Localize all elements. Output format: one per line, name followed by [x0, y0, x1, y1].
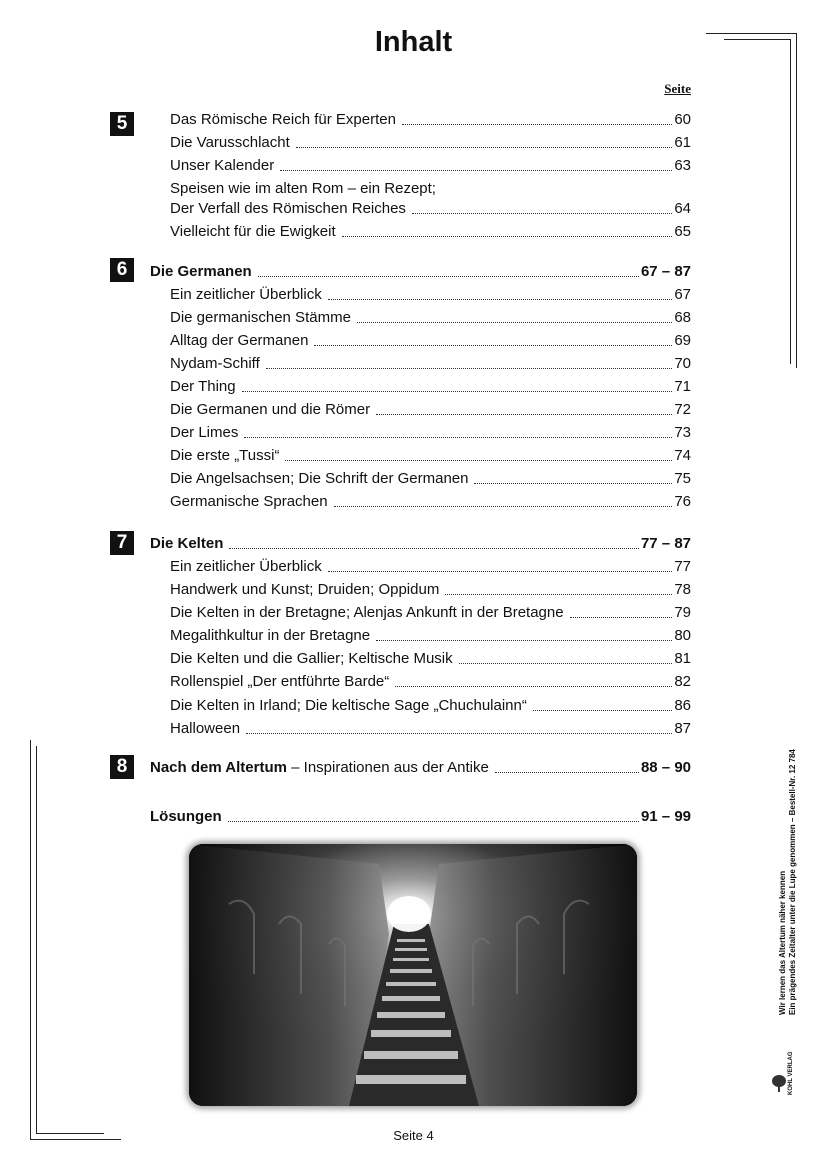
toc-entry-title: Handwerk und Kunst; Druiden; Oppidum [170, 581, 440, 598]
dot-leader [228, 821, 639, 822]
toc-entry-title: Germanische Sprachen [170, 493, 328, 510]
page-footer: Seite 4 [393, 1128, 434, 1143]
publisher-name: KOHL VERLAG [788, 1051, 794, 1095]
dot-leader [495, 772, 639, 773]
dot-leader [296, 147, 673, 148]
toc-entry-title: Ein zeitlicher Überblick [170, 558, 322, 575]
toc-entry[interactable] [170, 286, 691, 304]
frame-bottom-left-vertical-outer [30, 740, 31, 1140]
toc-entry-title: Vielleicht für die Ewigkeit [170, 223, 336, 240]
section-heading-kelten[interactable] [150, 535, 691, 553]
section-heading-title [150, 759, 489, 777]
toc-entry-title: Halloween [170, 720, 241, 737]
toc-entry[interactable] [170, 200, 691, 218]
dot-leader [328, 571, 673, 572]
toc-entry-page: 71 [674, 378, 691, 395]
toc-entry[interactable] [170, 111, 691, 129]
dot-leader [246, 733, 672, 734]
toc-entry-page: 75 [674, 470, 691, 487]
frame-bottom-left-vertical-inner [36, 746, 37, 1134]
toc-entry-page: 87 [674, 720, 691, 737]
toc-entry-page: 74 [674, 447, 691, 464]
toc-entry-page: 79 [674, 604, 691, 621]
section-number-5: 5 [110, 112, 134, 136]
toc-entry-title: Die Kelten in Irland; Die keltische Sage „Chuchulainn“ [170, 697, 527, 714]
toc-entry-title: Die Germanen und die Römer [170, 401, 371, 418]
toc-entry-page: 81 [674, 650, 691, 667]
toc-entry-page: 68 [674, 309, 691, 326]
toc-entry-page: 77 [674, 558, 691, 575]
toc-entry[interactable] [170, 309, 691, 327]
toc-entry-page: 63 [674, 157, 691, 174]
toc-entry-title: Die Kelten in der Bretagne; Alenjas Ankunft in der Bretagne [170, 604, 564, 621]
toc-entry-title: Die germanischen Stämme [170, 309, 351, 326]
section-heading-germanen[interactable] [150, 263, 691, 281]
toc-entry[interactable] [170, 604, 691, 622]
toc-entry-title: Der Thing [170, 378, 236, 395]
dot-leader [328, 299, 673, 300]
dot-leader [445, 594, 672, 595]
toc-entry-page: 82 [674, 673, 691, 690]
toc-entry-title: Der Verfall des Römischen Reiches [170, 200, 406, 217]
side-book-info [778, 715, 798, 1015]
toc-entry-title: Der Limes [170, 424, 239, 441]
section-heading-title: Die Germanen [150, 263, 252, 280]
toc-entry-title: Ein zeitlicher Überblick [170, 286, 322, 303]
toc-entry[interactable] [170, 581, 691, 599]
section-number-7: 7 [110, 531, 134, 555]
toc-entry-page: 78 [674, 581, 691, 598]
section-heading-pages: 88 – 90 [640, 759, 691, 776]
toc-entry[interactable] [170, 720, 691, 738]
dot-leader [376, 414, 672, 415]
toc-entry-page: 61 [674, 134, 691, 151]
dot-leader [402, 124, 672, 125]
toc-entry[interactable] [170, 355, 691, 373]
toc-entry[interactable] [170, 447, 691, 465]
side-book-subtitle: Ein prägendes Zeitalter unter die Lupe genommen – Bestell-Nr. 12 784 [788, 749, 797, 1015]
dot-leader [242, 391, 673, 392]
toc-entry-page: 65 [674, 223, 691, 240]
toc-entry[interactable] [170, 401, 691, 419]
toc-entry-title: Die Angelsachsen; Die Schrift der Germanen [170, 470, 469, 487]
toc-entry-page: 73 [674, 424, 691, 441]
dot-leader [244, 437, 672, 438]
dot-leader [376, 640, 672, 641]
corridor-photo [189, 844, 637, 1106]
section-heading-pages: 77 – 87 [640, 535, 691, 552]
corridor-illustration [189, 844, 637, 1106]
toc-entry[interactable] [170, 332, 691, 350]
frame-right-vertical-inner [790, 39, 791, 364]
dot-leader [357, 322, 672, 323]
toc-entry[interactable] [170, 493, 691, 511]
dot-leader [229, 548, 639, 549]
toc-entry-page: 67 [674, 286, 691, 303]
toc-entry-title: Nydam-Schiff [170, 355, 260, 372]
toc-entry[interactable] [170, 424, 691, 442]
dot-leader [334, 506, 673, 507]
toc-entry-title: Alltag der Germanen [170, 332, 309, 349]
toc-entry-page: 69 [674, 332, 691, 349]
section-number-8: 8 [110, 755, 134, 779]
section-heading-suffix: – Inspirationen aus der Antike [286, 759, 489, 776]
dot-leader [314, 345, 672, 346]
toc-entry[interactable] [170, 378, 691, 396]
section-heading-main: Nach dem Altertum [150, 759, 287, 776]
toc-entry-title: Megalithkultur in der Bretagne [170, 627, 371, 644]
toc-entry-page: 72 [674, 401, 691, 418]
toc-entry-title: Die erste „Tussi“ [170, 447, 280, 464]
dot-leader [474, 483, 672, 484]
toc-entry-title: Rollenspiel „Der entführte Barde“ [170, 673, 390, 690]
toc-entry[interactable] [170, 673, 691, 691]
section-number-6: 6 [110, 258, 134, 282]
toc-entry-title: Die Kelten und die Gallier; Keltische Musik [170, 650, 453, 667]
toc-entry[interactable] [170, 697, 691, 715]
dot-leader [342, 236, 673, 237]
toc-entry-page: 64 [674, 200, 691, 217]
toc-entry[interactable] [170, 627, 691, 645]
dot-leader [285, 460, 672, 461]
section-heading-title: Die Kelten [150, 535, 224, 552]
dot-leader [266, 368, 673, 369]
side-book-title: Wir lernen das Altertum näher kennen [778, 870, 787, 1015]
section-heading-nach-dem-altertum[interactable] [150, 759, 691, 777]
dot-leader [395, 686, 672, 687]
solutions-title: Lösungen [150, 808, 222, 825]
toc-entry-title: Unser Kalender [170, 157, 275, 174]
solutions-pages: 91 – 99 [640, 808, 691, 825]
toc-entry-page: 60 [674, 111, 691, 128]
toc-entry[interactable] [170, 470, 691, 488]
dot-leader [280, 170, 672, 171]
toc-entry-page: 76 [674, 493, 691, 510]
toc-entry-page: 80 [674, 627, 691, 644]
dot-leader [533, 710, 672, 711]
toc-entry-page: 70 [674, 355, 691, 372]
toc-entry[interactable] [170, 558, 691, 576]
dot-leader [412, 213, 672, 214]
page-column-header: Seite [664, 81, 691, 96]
publisher-logo-icon [770, 1072, 788, 1094]
toc-entry[interactable] [170, 157, 691, 175]
toc-entry[interactable] [170, 134, 691, 152]
toc-entry-title-line1: Speisen wie im alten Rom – ein Rezept; [170, 180, 436, 197]
toc-entry[interactable] [170, 650, 691, 668]
toc-entry-title: Das Römische Reich für Experten [170, 111, 396, 128]
dot-leader [459, 663, 673, 664]
dot-leader [570, 617, 673, 618]
dot-leader [258, 276, 639, 277]
section-heading-pages: 67 – 87 [640, 263, 691, 280]
frame-right-vertical-outer [796, 33, 797, 368]
toc-entry[interactable] [170, 223, 691, 241]
solutions-heading[interactable] [150, 808, 691, 826]
toc-entry-title: Die Varusschlacht [170, 134, 290, 151]
toc-entry-page: 86 [674, 697, 691, 714]
page-title: Inhalt [374, 26, 453, 58]
